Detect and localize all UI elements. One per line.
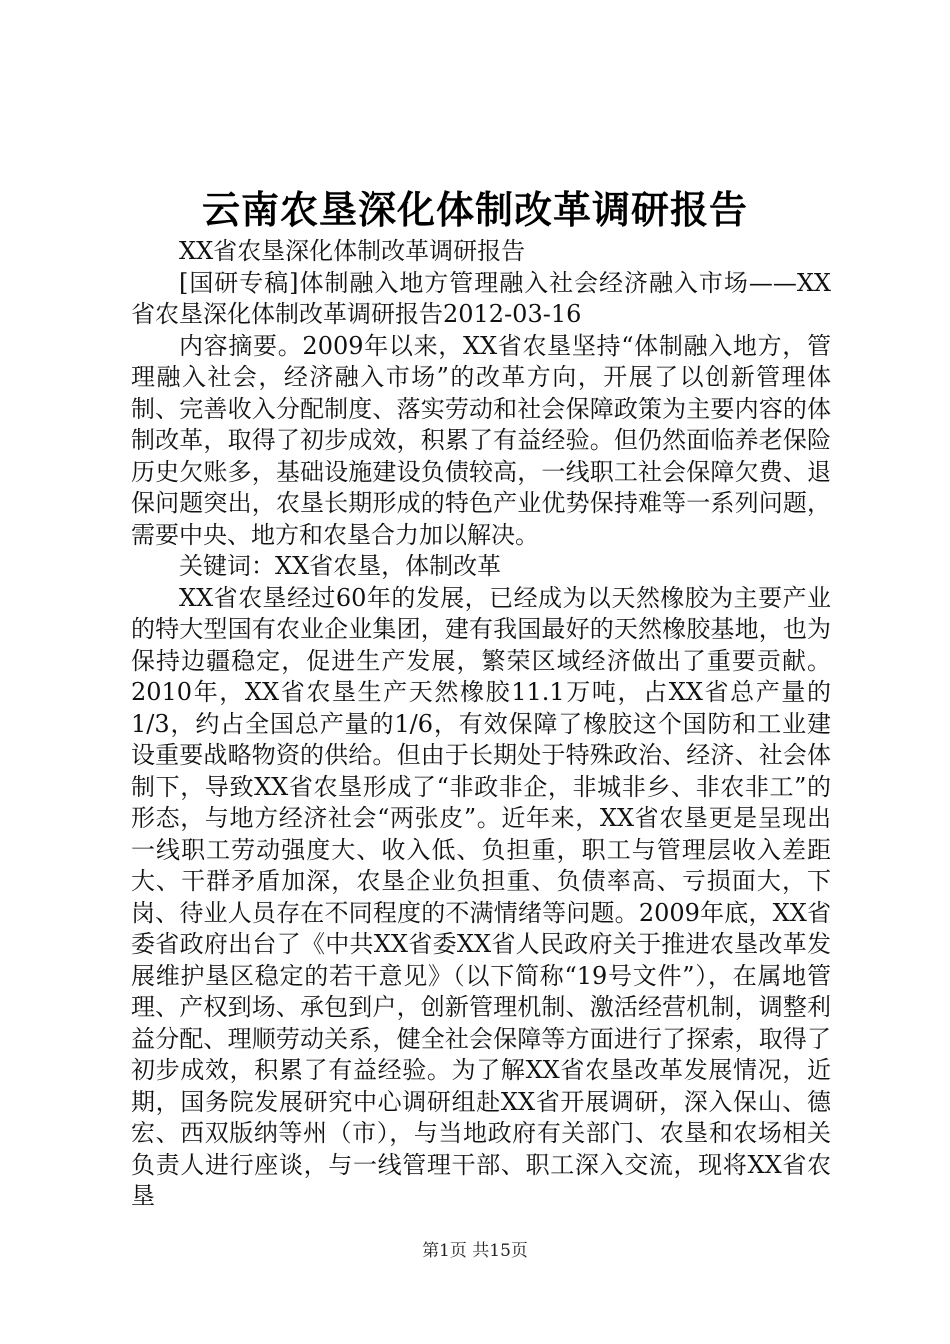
- page-number-footer: 第1页 共15页: [422, 1241, 528, 1261]
- document-title: 云南农垦深化体制改革调研报告: [201, 187, 748, 232]
- paragraph-main-body: XX省农垦经过60年的发展，已经成为以天然橡胶为主要产业的特大型国有农业企业集团，建有我国最好的天然橡胶基地，也为保持边疆稳定，促进生产发展，繁荣区域经济做出了重要贡献。2010年，XX省农垦生产天然橡胶11.1万吨，占XX省总产量的1/3，约占全国总产量的1/6，有效保障了橡胶这个国防和工业建设重要战略物资的供给。但由于长期处于特殊政治、经济、社会体制下，导致XX省农垦形成了“非政非企，非城非乡、非农非工”的形态，与地方经济社会“两张皮”。近年来，XX省农垦更是呈现出一线职工劳动强度大、收入低、负担重，职工与管理层收入差距大、干群矛盾加深，农垦企业负担重、负债率高、亏损面大，下岗、待业人员存在不同程度的不满情绪等问题。2009年底，XX省委省政府出台了《中共XX省委XX省人民政府关于推进农垦改革发展维护垦区稳定的若干意见》（以下简称“19号文件”），在属地管理、产权到场、承包到户，创新管理机制、激活经营机制，调整利益分配、理顺劳动关系，健全社会保障等方面进行了探索，取得了初步成效，积累了有益经验。为了解XX省农垦改革发展情况，近期，国务院发展研究中心调研组赴XX省开展调研，深入保山、德宏、西双版纳等州（市），与当地政府有关部门、农垦和农场相关负责人进行座谈，与一线管理干部、职工深入交流，现将XX省农垦: [131, 583, 831, 1210]
- paragraph-keywords: 关键词：XX省农垦，体制改革: [179, 552, 502, 580]
- paragraph-source-line: [国研专稿]体制融入地方管理融入社会经济融入市场——XX省农垦深化体制改革调研报告2012-03-16: [131, 268, 831, 328]
- paragraph-report-name: XX省农垦深化体制改革调研报告: [179, 237, 526, 265]
- document-body: [131, 236, 831, 1213]
- paragraph-abstract: 内容摘要。2009年以来，XX省农垦坚持“体制融入地方，管理融入社会，经济融入市场”的改革方向，开展了以创新管理体制、完善收入分配制度、落实劳动和社会保障政策为主要内容的体制改革，取得了初步成效，积累了有益经验。但仍然面临养老保险历史欠账多，基础设施建设负债较高，一线职工社会保障欠费、退保问题突出，农垦长期形成的特色产业优势保持难等一系列问题，需要中央、地方和农垦合力加以解决。: [131, 331, 831, 549]
